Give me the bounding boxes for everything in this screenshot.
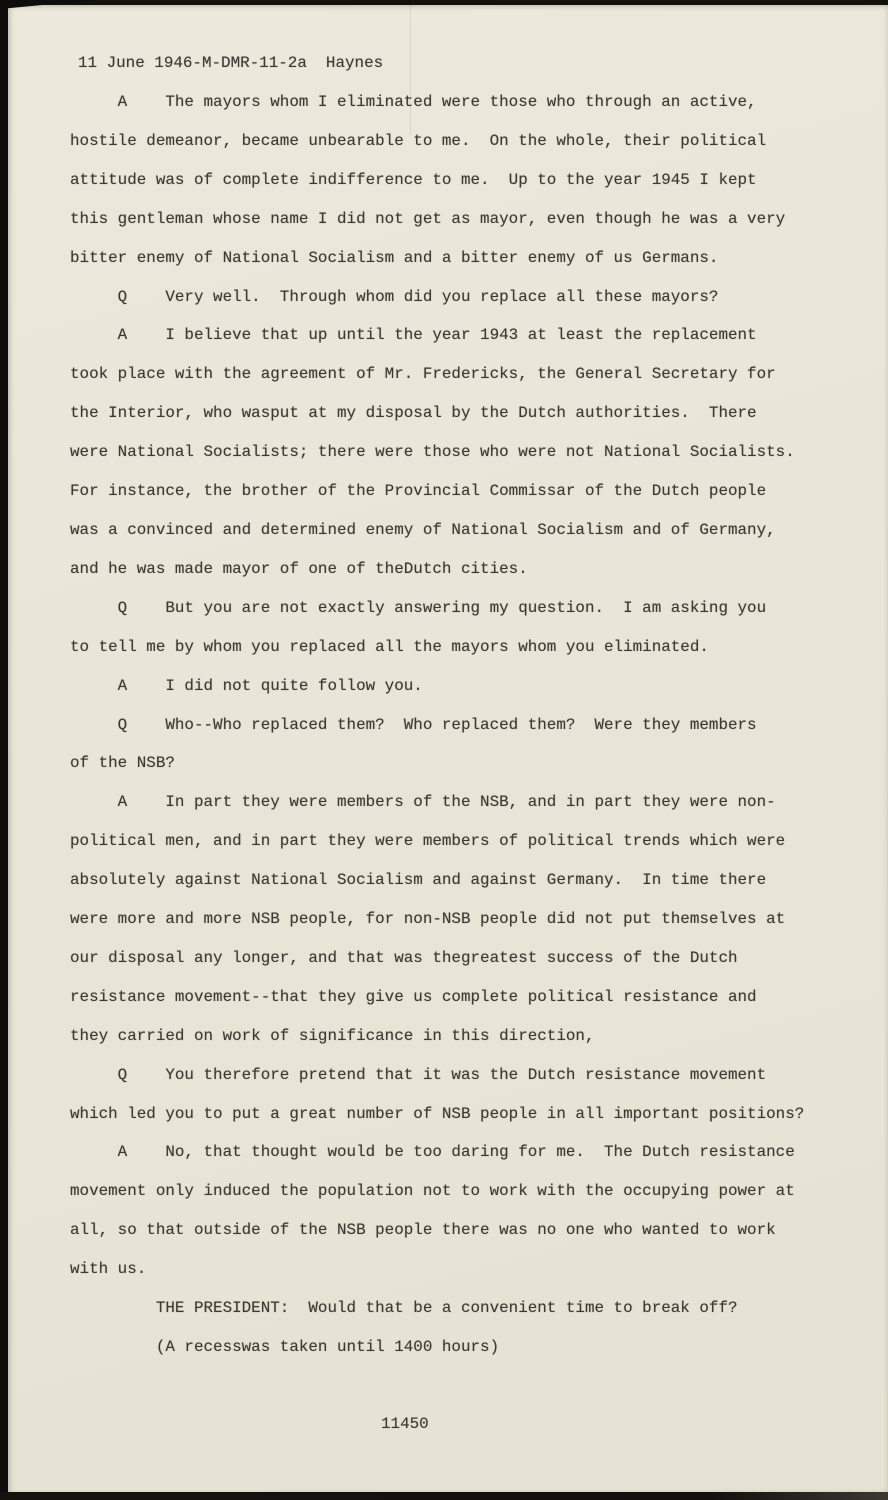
page-number: 11450 (381, 1415, 429, 1433)
typed-line-11: For instance, the brother of the Provincial Commissar of the Dutch people (70, 482, 767, 501)
typed-line-3: attitude was of complete indifference to me. Up to the year 1945 I kept (70, 170, 757, 189)
scan-border-top (0, 0, 888, 5)
typed-line-17: Q Who--Who replaced them? Who replaced them? Were they members (70, 715, 757, 734)
paper-corner-wedge (0, 0, 95, 9)
typed-line-30: all, so that outside of the NSB people there was no one who wanted to work (70, 1221, 776, 1240)
typed-line-28: A No, that thought would be too daring for me. The Dutch resistance (70, 1143, 795, 1162)
scan-border-bottom (0, 1492, 888, 1500)
typed-line-6: Q Very well. Through whom did you replace all these mayors? (70, 287, 719, 306)
typed-line-27: which led you to put a great number of NSB people in all important positions? (70, 1104, 805, 1123)
typed-line-16: A I did not quite follow you. (70, 676, 423, 695)
typed-line-20: political men, and in part they were members of political trends which were (70, 832, 786, 851)
typed-line-32: THE PRESIDENT: Would that be a convenient time to break off? (70, 1299, 738, 1318)
scan-border-left (0, 0, 8, 1500)
typed-line-18: of the NSB? (70, 754, 175, 773)
typed-line-24: resistance movement--that they give us complete political resistance and (70, 987, 757, 1006)
typed-line-1: A The mayors whom I eliminated were those who through an active, (70, 93, 757, 111)
typed-line-12: was a convinced and determined enemy of National Socialism and of Germany, (70, 520, 776, 539)
document-header: 11 June 1946-M-DMR-11-2a Haynes (78, 54, 384, 72)
typed-line-25: they carried on work of significance in this direction, (70, 1026, 595, 1045)
typed-line-31: with us. (70, 1260, 147, 1279)
typed-line-8: took place with the agreement of Mr. Fredericks, the General Secretary for (70, 365, 776, 384)
typed-line-7: A I believe that up until the year 1943 at least the replacement (70, 326, 757, 345)
typed-line-13: and he was made mayor of one of theDutch cities. (70, 559, 528, 578)
typed-line-5: bitter enemy of National Socialism and a bitter enemy of us Germans. (70, 248, 719, 267)
typed-line-19: A In part they were members of the NSB, and in part they were non- (70, 793, 776, 812)
typed-line-10: were National Socialists; there were those who were not National Socialists. (70, 443, 795, 462)
typed-line-26: Q You therefore pretend that it was the Dutch resistance movement (70, 1065, 767, 1084)
typed-line-22: were more and more NSB people, for non-NSB people did not put themselves at (70, 910, 786, 929)
transcript-body (70, 83, 804, 1367)
typed-line-4: this gentleman whose name I did not get as mayor, even though he was a very (70, 209, 786, 228)
typed-line-33: (A recesswas taken until 1400 hours) (70, 1338, 500, 1356)
typed-line-2: hostile demeanor, became unbearable to me. On the whole, their political (70, 131, 767, 150)
typed-line-14: Q But you are not exactly answering my question. I am asking you (70, 598, 767, 617)
typed-line-15: to tell me by whom you replaced all the mayors whom you eliminated. (70, 637, 709, 656)
typed-line-9: the Interior, who wasput at my disposal by the Dutch authorities. There (70, 404, 757, 423)
typed-line-29: movement only induced the population not to work with the occupying power at (70, 1182, 795, 1201)
typed-line-21: absolutely against National Socialism and against Germany. In time there (70, 871, 767, 890)
typed-line-23: our disposal any longer, and that was thegreatest success of the Dutch (70, 948, 738, 967)
